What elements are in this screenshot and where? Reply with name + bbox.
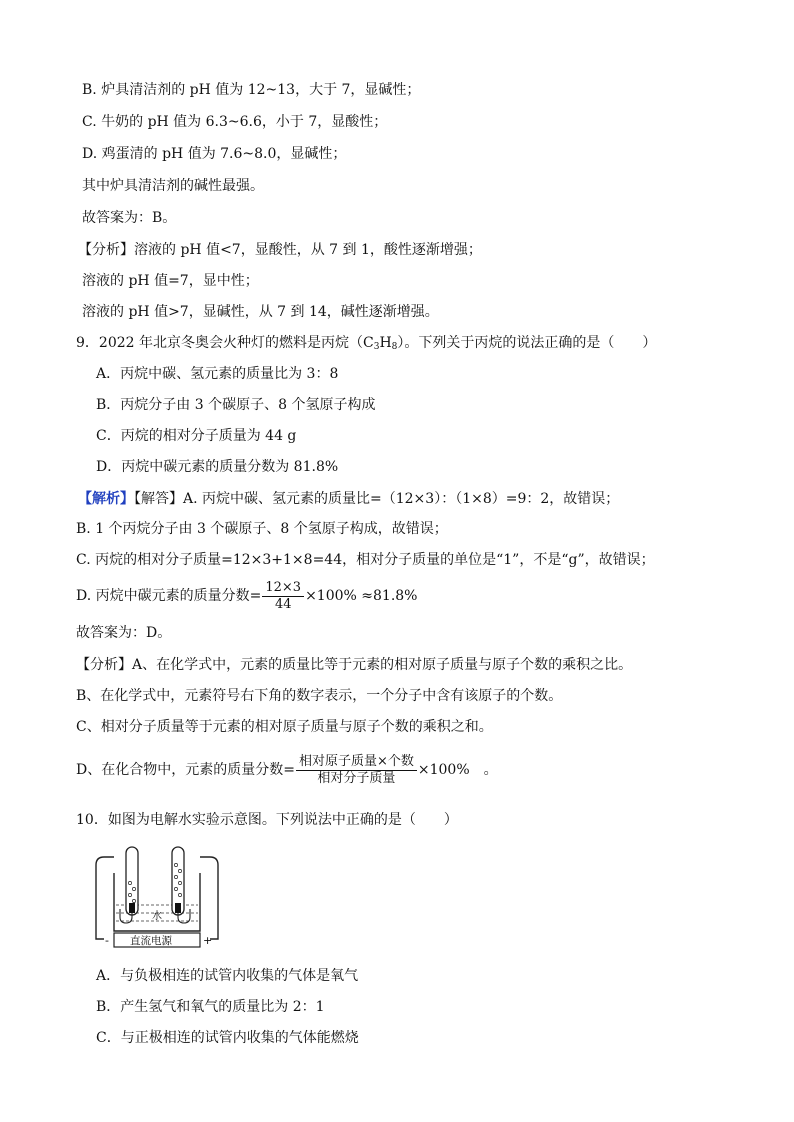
q9-analysis-c: C、相对分子质量等于元素的相对原子质量与原子个数的乘积之和。	[76, 719, 493, 735]
q9-solution-d-fraction	[262, 580, 304, 613]
q9-subscript-8: 8	[391, 342, 398, 352]
top-option-d: D. 鸡蛋清的 pH 值为 7.6~8.0，显碱性；	[82, 146, 347, 162]
q9-jieda-a: 【解答】A. 丙烷中碳、氢元素的质量比=（12×3）：（1×8）=9：2，故错误；	[134, 491, 620, 507]
q9-option-c: C．丙烷的相对分子质量为 44 g	[96, 428, 297, 444]
q9-analysis-a: 【分析】A、在化学式中，元素的质量比等于元素的相对原子质量与原子个数的乘积之比。	[76, 657, 633, 673]
q9-analysis-b: B、在化学式中，元素符号右下角的数字表示，一个分子中含有该原子的个数。	[76, 688, 563, 704]
minus-sign: -	[105, 934, 109, 947]
q10-stem: 10．如图为电解水实验示意图。下列说法中正确的是（ ）	[76, 812, 458, 828]
top-conclusion: 其中炉具清洁剂的碱性最强。	[82, 178, 264, 194]
water-label: 水	[152, 911, 162, 922]
q9-stem-part-c: ）。下列关于丙烷的说法正确的是（ ）	[397, 335, 657, 351]
top-option-b: B. 炉具清洁剂的 pH 值为 12~13，大于 7，显碱性；	[82, 82, 421, 98]
q9-solution-a	[78, 489, 619, 509]
q9-analysis-d-prefix: D、在化合物中，元素的质量分数=	[76, 762, 295, 778]
top-analysis-line-3: 溶液的 pH 值>7，显碱性，从 7 到 14，碱性逐渐增强。	[82, 304, 439, 320]
q9-option-d: D．丙烷中碳元素的质量分数为 81.8%	[96, 459, 339, 475]
q9-stem	[76, 333, 656, 357]
q9-solution-d-suffix: ×100% ≈81.8%	[305, 588, 418, 604]
top-answer: 故答案为：B。	[82, 210, 177, 226]
q9-solution-b: B. 1 个丙烷分子由 3 个碳原子、8 个氢原子构成，故错误；	[76, 521, 448, 537]
q10-option-c: C．与正极相连的试管内收集的气体能燃烧	[96, 1030, 359, 1046]
q9-analysis-d-fraction	[296, 754, 417, 787]
plus-sign: +	[203, 934, 213, 947]
q9-solution-d	[76, 578, 418, 614]
electrolysis-diagram	[92, 843, 222, 951]
q9-analysis-d	[76, 752, 498, 788]
q9-fraction-numerator: 12×3	[262, 580, 304, 597]
q9-analysis-fraction-numerator: 相对原子质量×个数	[296, 754, 417, 771]
top-analysis-line-2: 溶液的 pH 值=7，显中性；	[82, 273, 259, 289]
top-option-c: C. 牛奶的 pH 值为 6.3~6.6，小于 7，显酸性；	[82, 114, 388, 130]
power-supply-label: 直流电源	[130, 935, 172, 947]
top-analysis-line-1	[78, 240, 482, 260]
q9-analysis-d-suffix: ×100% 。	[417, 762, 498, 778]
top-analysis-text-1: 溶液的 pH 值<7，显酸性，从 7 到 1，酸性逐渐增强；	[134, 242, 482, 258]
q9-analysis-fraction-denominator: 相对分子质量	[317, 770, 396, 786]
q9-solution-c: C. 丙烷的相对分子质量=12×3+1×8=44，相对分子质量的单位是“1”，不是“g”，故错误；	[76, 552, 655, 568]
q9-option-b: B．丙烷分子由 3 个碳原子、8 个氢原子构成	[96, 397, 376, 413]
q9-answer: 故答案为：D。	[76, 625, 172, 641]
q9-solution-d-prefix: D. 丙烷中碳元素的质量分数=	[76, 588, 262, 604]
q10-option-b: B．产生氢气和氧气的质量比为 2：1	[96, 999, 325, 1015]
q10-option-a: A．与负极相连的试管内收集的气体是氧气	[96, 968, 359, 984]
q9-stem-part-a: 9．2022 年北京冬奥会火种灯的燃料是丙烷（C	[76, 335, 374, 351]
q9-stem-part-b: H	[379, 335, 392, 351]
q9-jiexi-tag: 【解析】	[78, 491, 134, 507]
q9-subscript-3: 3	[373, 342, 380, 352]
q9-option-a: A．丙烷中碳、氢元素的质量比为 3：8	[96, 366, 339, 382]
q9-fraction-denominator: 44	[274, 596, 292, 612]
top-analysis-tag: 【分析】	[78, 242, 134, 258]
